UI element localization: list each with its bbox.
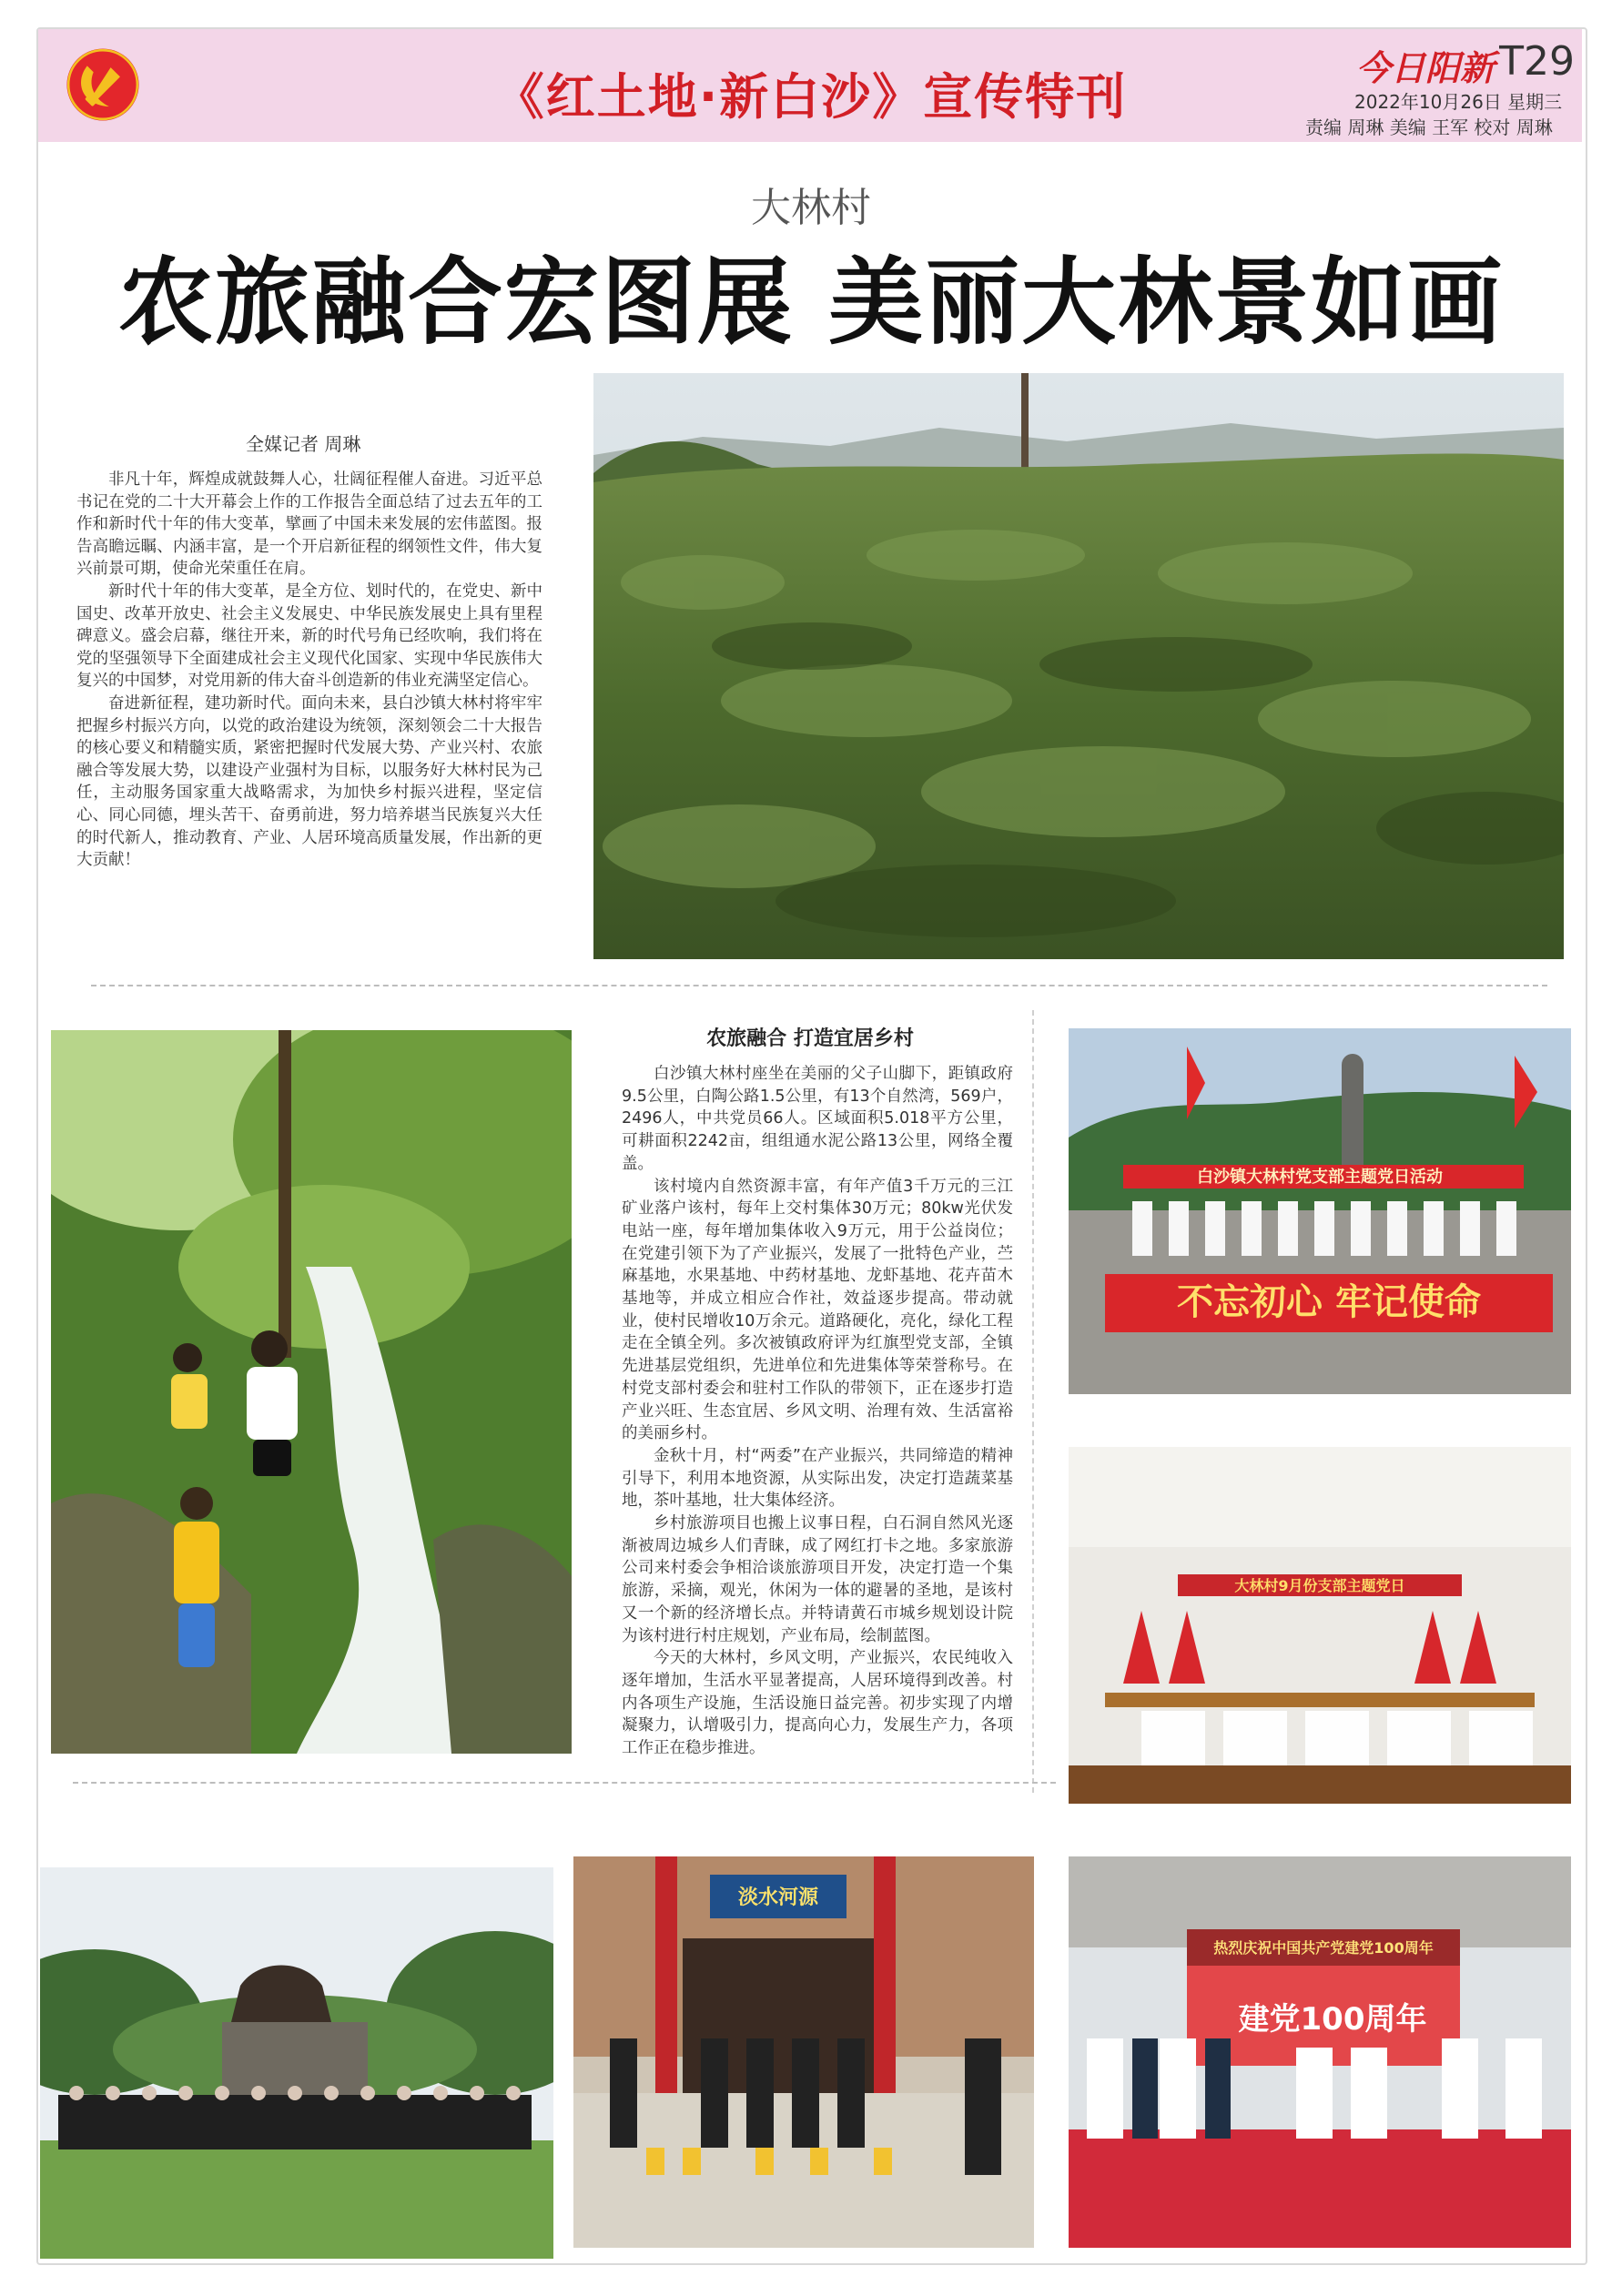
donation-ceremony-photo [573, 1856, 1034, 2248]
intro-paragraph: 非凡十年，辉煌成就鼓舞人心，壮阔征程催人奋进。习近平总书记在党的二十大开幕会上作的工作报告全面总结了过去五年的工作和新时代十年的伟大变革，擘画了中国未来发展的宏伟蓝图。报告高瞻远瞩、内涵丰富，是一个开启新征程的纲领性文件，伟大复兴前景可期，使命光荣重任在肩。 [76, 470, 542, 579]
section-paragraph: 金秋十月，村“两委”在产业振兴，共同缔造的精神引导下，利用本地资源，从实际出发，决定打造蔬菜基地，茶叶基地，壮大集体经济。 [622, 1446, 1013, 1511]
headline-kicker: 大林村 [751, 185, 871, 231]
page-number: T29 [1499, 38, 1575, 85]
section-divider [73, 1782, 1056, 1784]
celebration-sign-text: 建党100周年 [1238, 2001, 1427, 2038]
column-divider [1032, 1010, 1034, 1793]
section-paragraph: 该村境内自然资源丰富，有年产值3千万元的三江矿业落户该村，每年上交村集体30万元；80kw光伏发电站一座，每年增加集体收入9万元，用于公益岗位；在党建引领下为了产业振兴，发展了一批特色产业，苎麻基地，水果基地、中药材基地、龙虾基地、花卉苗木基地等，并成立相应合作社，效益逐步提高。带动就业，使村民增收10万余元。道路硬化，亮化，绿化工程走在全镇全列。多次被镇政府评为红旗型党支部，全镇先进基层党组织，先进单位和先进集体等荣誉称号。在村党支部村委会和驻村工作队的带领下，正在逐步打造产业兴旺、生态宜居、乡风文明、治理有效、生活富裕的美丽乡村。 [622, 1177, 1013, 1443]
section-paragraph: 乡村旅游项目也搬上议事日程，白石洞自然风光逐渐被周边城乡人们青睐，成了网红打卡之地。多家旅游公司来村委会争相洽谈旅游项目开发，决定打造一个集旅游，采摘，观光，休闲为一体的避暑的圣地，是该村又一个新的经济增长点。并特请黄石市城乡规划设计院为该村进行村庄规划，产业布局，绘制蓝图。 [622, 1514, 1013, 1645]
meeting-photo [1069, 1447, 1571, 1804]
special-edition-title: 《红土地·新白沙》宣传特刊 [494, 68, 1128, 126]
celebration-banner-text: 热烈庆祝中国共产党建党100周年 [1213, 1939, 1434, 1957]
waterfall-photo [51, 1030, 572, 1754]
meeting-banner-text: 大林村9月份支部主题党日 [1234, 1577, 1405, 1594]
issue-date: 2022年10月26日 星期三 [1354, 91, 1563, 113]
party-banner-text: 白沙镇大林村党支部主题党日活动 [1197, 1168, 1443, 1187]
party-group-photo [1069, 1028, 1571, 1394]
main-headline: 农旅融合宏图展 美丽大林景如画 [117, 247, 1505, 358]
editors-credit: 责编 周琳 美编 王军 校对 周琳 [1305, 116, 1553, 138]
section-paragraph: 今天的大林村，乡风文明，产业振兴，农民纯收入逐年增加，生活水平显著提高，人居环境得到改善。村内各项生产设施，生活设施日益完善。初步实现了内增凝聚力，认增吸引力，提高向心力，发展生产力，各项工作正在稳步推进。 [622, 1649, 1013, 1758]
intro-text [76, 469, 542, 872]
section-divider [91, 985, 1547, 986]
centenary-celebration-photo [1069, 1856, 1571, 2248]
intro-paragraph: 奋进新征程，建功新时代。面向未来，县白沙镇大林村将牢牢把握乡村振兴方向，以党的政治建设为统领，深刻领会二十大报告的核心要义和精髓实质，紧密把握时代发展大势、产业兴村、农旅融合等发展大势，以建设产业强村为目标，以服务好大林村民为己任，主动服务国家重大战略需求，为加快乡村振兴进程，坚定信心、同心同德，埋头苦干、奋勇前进，努力培养堪当民族复兴大任的时代新人，推动教育、产业、人居环境高质量发展，作出新的更大贡献！ [76, 693, 542, 870]
byline: 全媒记者 周琳 [246, 433, 361, 455]
monument-group-photo [40, 1867, 553, 2259]
newspaper-brand: 今日阳新 [1356, 47, 1495, 88]
party-slogan-text: 不忘初心 牢记使命 [1177, 1281, 1481, 1323]
gate-plaque-text: 淡水河源 [737, 1886, 819, 1909]
newspaper-masthead [1356, 38, 1575, 86]
section-paragraph: 白沙镇大林村座坐在美丽的父子山脚下，距镇政府9.5公里，白陶公路1.5公里，有13个自然湾，569户，2496人，中共党员66人。区域面积5.018平方公里，可耕面积2242亩，组组通水泥公路13公里，网络全覆盖。 [622, 1065, 1013, 1173]
crop-field-photo [593, 373, 1564, 959]
section-text [622, 1063, 1013, 1760]
section-heading: 农旅融合 打造宜居乡村 [706, 1027, 914, 1050]
intro-paragraph: 新时代十年的伟大变革，是全方位、划时代的，在党史、新中国史、改革开放史、社会主义发展史、中华民族发展史上具有里程碑意义。盛会启幕，继往开来，新的时代号角已经吹响，我们将在党的坚强领导下全面建成社会主义现代化国家、实现中华民族伟大复兴的中国梦，对党用新的伟大奋斗创造新的伟业充满坚定信心。 [76, 582, 542, 691]
